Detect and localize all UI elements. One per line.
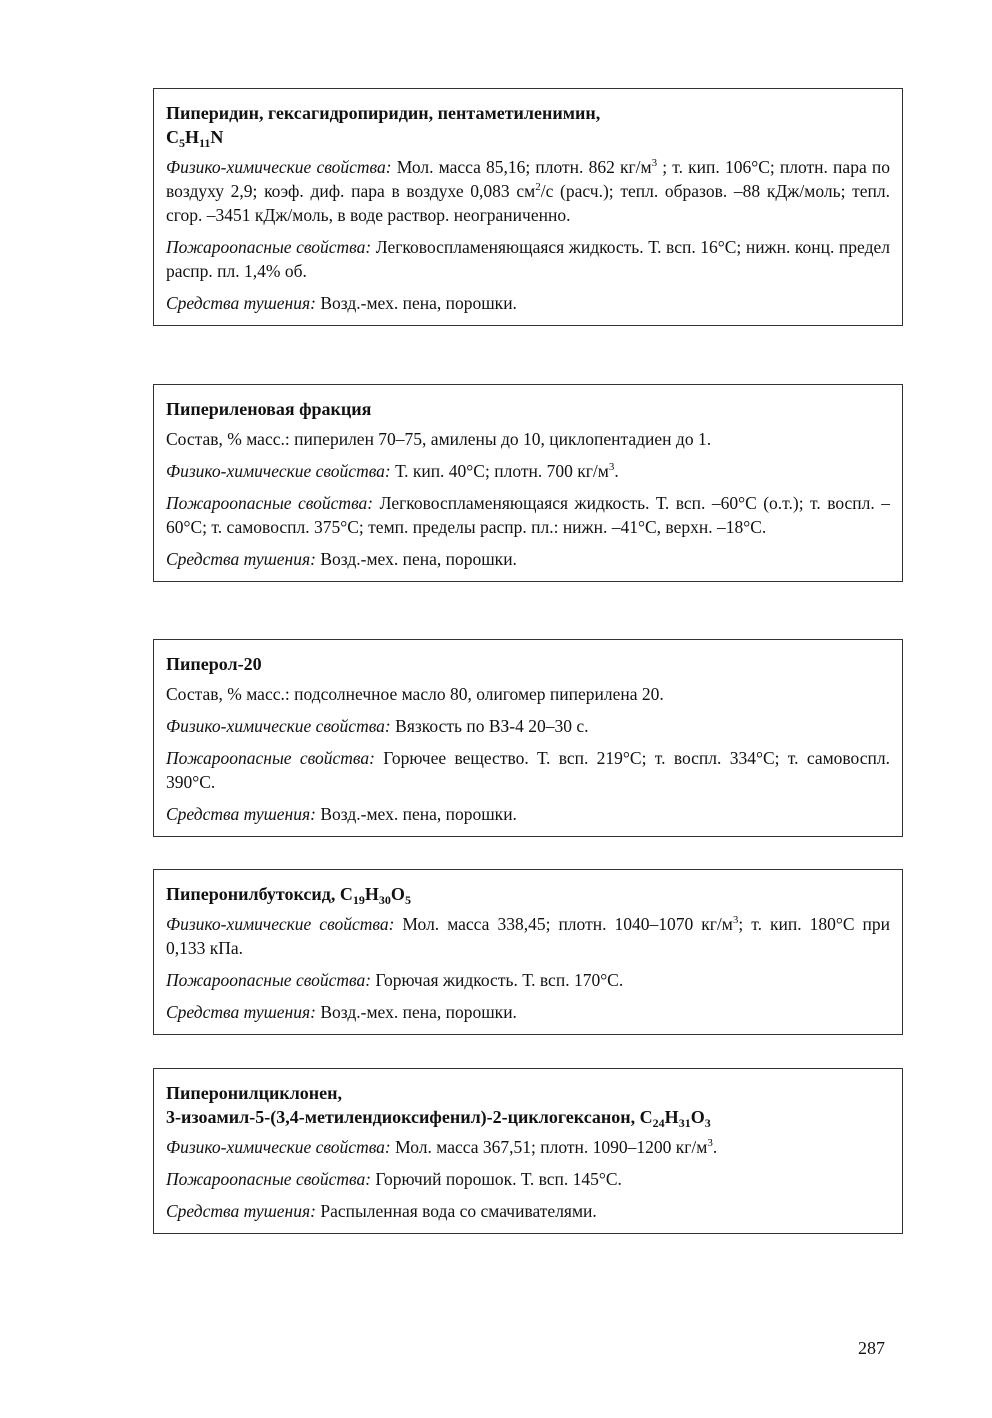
formula-subscript: 5 <box>179 136 185 150</box>
fire-label: Пожароопасные свойства: <box>166 1169 372 1189</box>
physchem-label: Физико-химические свойства: <box>166 914 395 934</box>
superscript: 2 <box>535 181 541 193</box>
physchem-properties <box>166 714 890 738</box>
extinguishing-label: Средства тушения: <box>166 1002 316 1022</box>
physchem-label: Физико-химические свойства: <box>166 716 391 736</box>
formula-element: N <box>210 127 224 147</box>
physchem-text: ; т. кип. 106°C; плотн. пара по воздуху 2,9; коэф. диф. пара в воздухе 0,083 см <box>166 157 890 201</box>
extinguishing-text: Распыленная вода со смачивателями. <box>315 1201 597 1221</box>
entry-piperonyl-butoxide <box>153 869 903 1035</box>
fire-text: Горючая жидкость. Т. всп. 170°C. <box>371 970 624 990</box>
formula-subscript: 31 <box>678 1116 691 1130</box>
physchem-text: Мол. масса 367,51; плотн. 1090–1200 кг/м <box>390 1137 708 1157</box>
physchem-text: ; т. кип. 180°C при 0,133 кПа. <box>166 914 890 958</box>
fire-label: Пожароопасные свойства: <box>166 237 372 257</box>
extinguishing-means <box>166 291 890 315</box>
fire-label: Пожароопасные свойства: <box>166 748 375 768</box>
extinguishing-label: Средства тушения: <box>166 293 316 313</box>
fire-properties <box>166 1167 890 1191</box>
physchem-properties <box>166 459 890 483</box>
fire-properties <box>166 491 890 539</box>
entry-title-synonym: 3-изоамил-5-(3,4-метилендиоксифенил)-2-циклогексанон, <box>166 1107 640 1127</box>
physchem-text: Вязкость по ВЗ-4 20–30 с. <box>390 716 589 736</box>
entry-title <box>166 101 890 149</box>
formula-element: O <box>390 884 405 904</box>
formula-subscript: 24 <box>652 1116 665 1130</box>
fire-properties <box>166 746 890 794</box>
entry-title <box>166 397 890 421</box>
extinguishing-means <box>166 802 890 826</box>
chemical-formula <box>166 127 224 150</box>
fire-text: Легковоспламеняющаяся жидкость. Т. всп. –60°C (о.т.); т. воспл. –60°C; т. самовоспл. 375°C; темп. пределы распр. пл.: нижн. –41°C, верхн. –18°C. <box>166 493 890 537</box>
formula-element: H <box>185 127 200 147</box>
physchem-properties <box>166 1135 890 1159</box>
entry-title <box>166 1081 890 1129</box>
formula-element: O <box>690 1107 705 1127</box>
physchem-text: . <box>712 1137 718 1157</box>
physchem-label: Физико-химические свойства: <box>166 1137 391 1157</box>
extinguishing-label: Средства тушения: <box>166 549 316 569</box>
physchem-text: Мол. масса 338,45; плотн. 1040–1070 кг/м <box>394 914 733 934</box>
formula-element: C <box>339 884 353 904</box>
formula-subscript: 30 <box>378 893 391 907</box>
extinguishing-label: Средства тушения: <box>166 1201 316 1221</box>
formula-element: C <box>166 127 179 147</box>
extinguishing-text: Возд.-мех. пена, порошки. <box>315 293 517 313</box>
composition: Состав, % масс.: пиперилен 70–75, амилены до 10, циклопентадиен до 1. <box>166 429 712 449</box>
formula-subscript: 5 <box>404 893 411 907</box>
entry-title <box>166 652 890 676</box>
entry-title <box>166 882 890 906</box>
entry-title-text: Пипериленовая фракция <box>166 399 372 419</box>
page-number: 287 <box>858 1338 885 1358</box>
entry-piperonylcyclonene <box>153 1068 903 1234</box>
entry-title-text: Пиперонилциклонен, <box>166 1083 343 1103</box>
entry-title-text: Пиперидин, гексагидропиридин, пентаметиленимин, <box>166 103 601 123</box>
extinguishing-means <box>166 1000 890 1024</box>
formula-subscript: 19 <box>352 893 365 907</box>
physchem-label: Физико-химические свойства: <box>166 157 392 177</box>
extinguishing-text: Возд.-мех. пена, порошки. <box>315 1002 517 1022</box>
extinguishing-text: Возд.-мех. пена, порошки. <box>315 804 517 824</box>
formula-subscript: 11 <box>199 136 211 150</box>
fire-label: Пожароопасные свойства: <box>166 493 374 513</box>
fire-text: Горючее вещество. Т. всп. 219°C; т. воспл. 334°C; т. самовоспл. 390°C. <box>166 748 890 792</box>
extinguishing-text: Возд.-мех. пена, порошки. <box>315 549 517 569</box>
physchem-text: /с (расч.); тепл. образов. –88 кДж/моль; тепл. сгор. –3451 кДж/моль, в воде раствор. неограниченно. <box>166 181 890 225</box>
fire-text: Горючий порошок. Т. всп. 145°C. <box>371 1169 622 1189</box>
formula-subscript: 3 <box>704 1116 711 1130</box>
superscript: 3 <box>707 1137 713 1149</box>
physchem-label: Физико-химические свойства: <box>166 461 391 481</box>
physchem-text: Т. кип. 40°C; плотн. 700 кг/м <box>390 461 609 481</box>
physchem-properties <box>166 912 890 960</box>
entry-piperidine <box>153 88 903 326</box>
composition: Состав, % масс.: подсолнечное масло 80, олигомер пиперилена 20. <box>166 684 664 704</box>
formula-element: C <box>639 1107 653 1127</box>
extinguishing-label: Средства тушения: <box>166 804 316 824</box>
physchem-text: Мол. масса 85,16; плотн. 862 кг/м <box>391 157 652 177</box>
fire-label: Пожароопасные свойства: <box>166 970 372 990</box>
superscript: 3 <box>608 461 615 473</box>
chemical-formula <box>639 1107 711 1130</box>
extinguishing-means <box>166 1199 890 1223</box>
formula-element: H <box>364 884 379 904</box>
fire-properties <box>166 235 890 283</box>
physchem-text: . <box>614 461 619 481</box>
fire-properties <box>166 968 890 992</box>
entry-title-text: Пиперонилбутоксид, <box>166 884 340 904</box>
extinguishing-means <box>166 547 890 571</box>
superscript: 3 <box>732 914 739 926</box>
formula-element: H <box>664 1107 679 1127</box>
entry-piperol-20 <box>153 639 903 837</box>
chemical-formula <box>339 884 411 907</box>
superscript: 3 <box>651 157 658 169</box>
entry-piperylene-fraction <box>153 384 903 582</box>
fire-text: Легковоспламеняющаяся жидкость. Т. всп. 16°C; нижн. конц. предел распр. пл. 1,4% об. <box>166 237 890 281</box>
entry-title-text: Пиперол-20 <box>166 654 262 674</box>
physchem-properties <box>166 155 890 227</box>
